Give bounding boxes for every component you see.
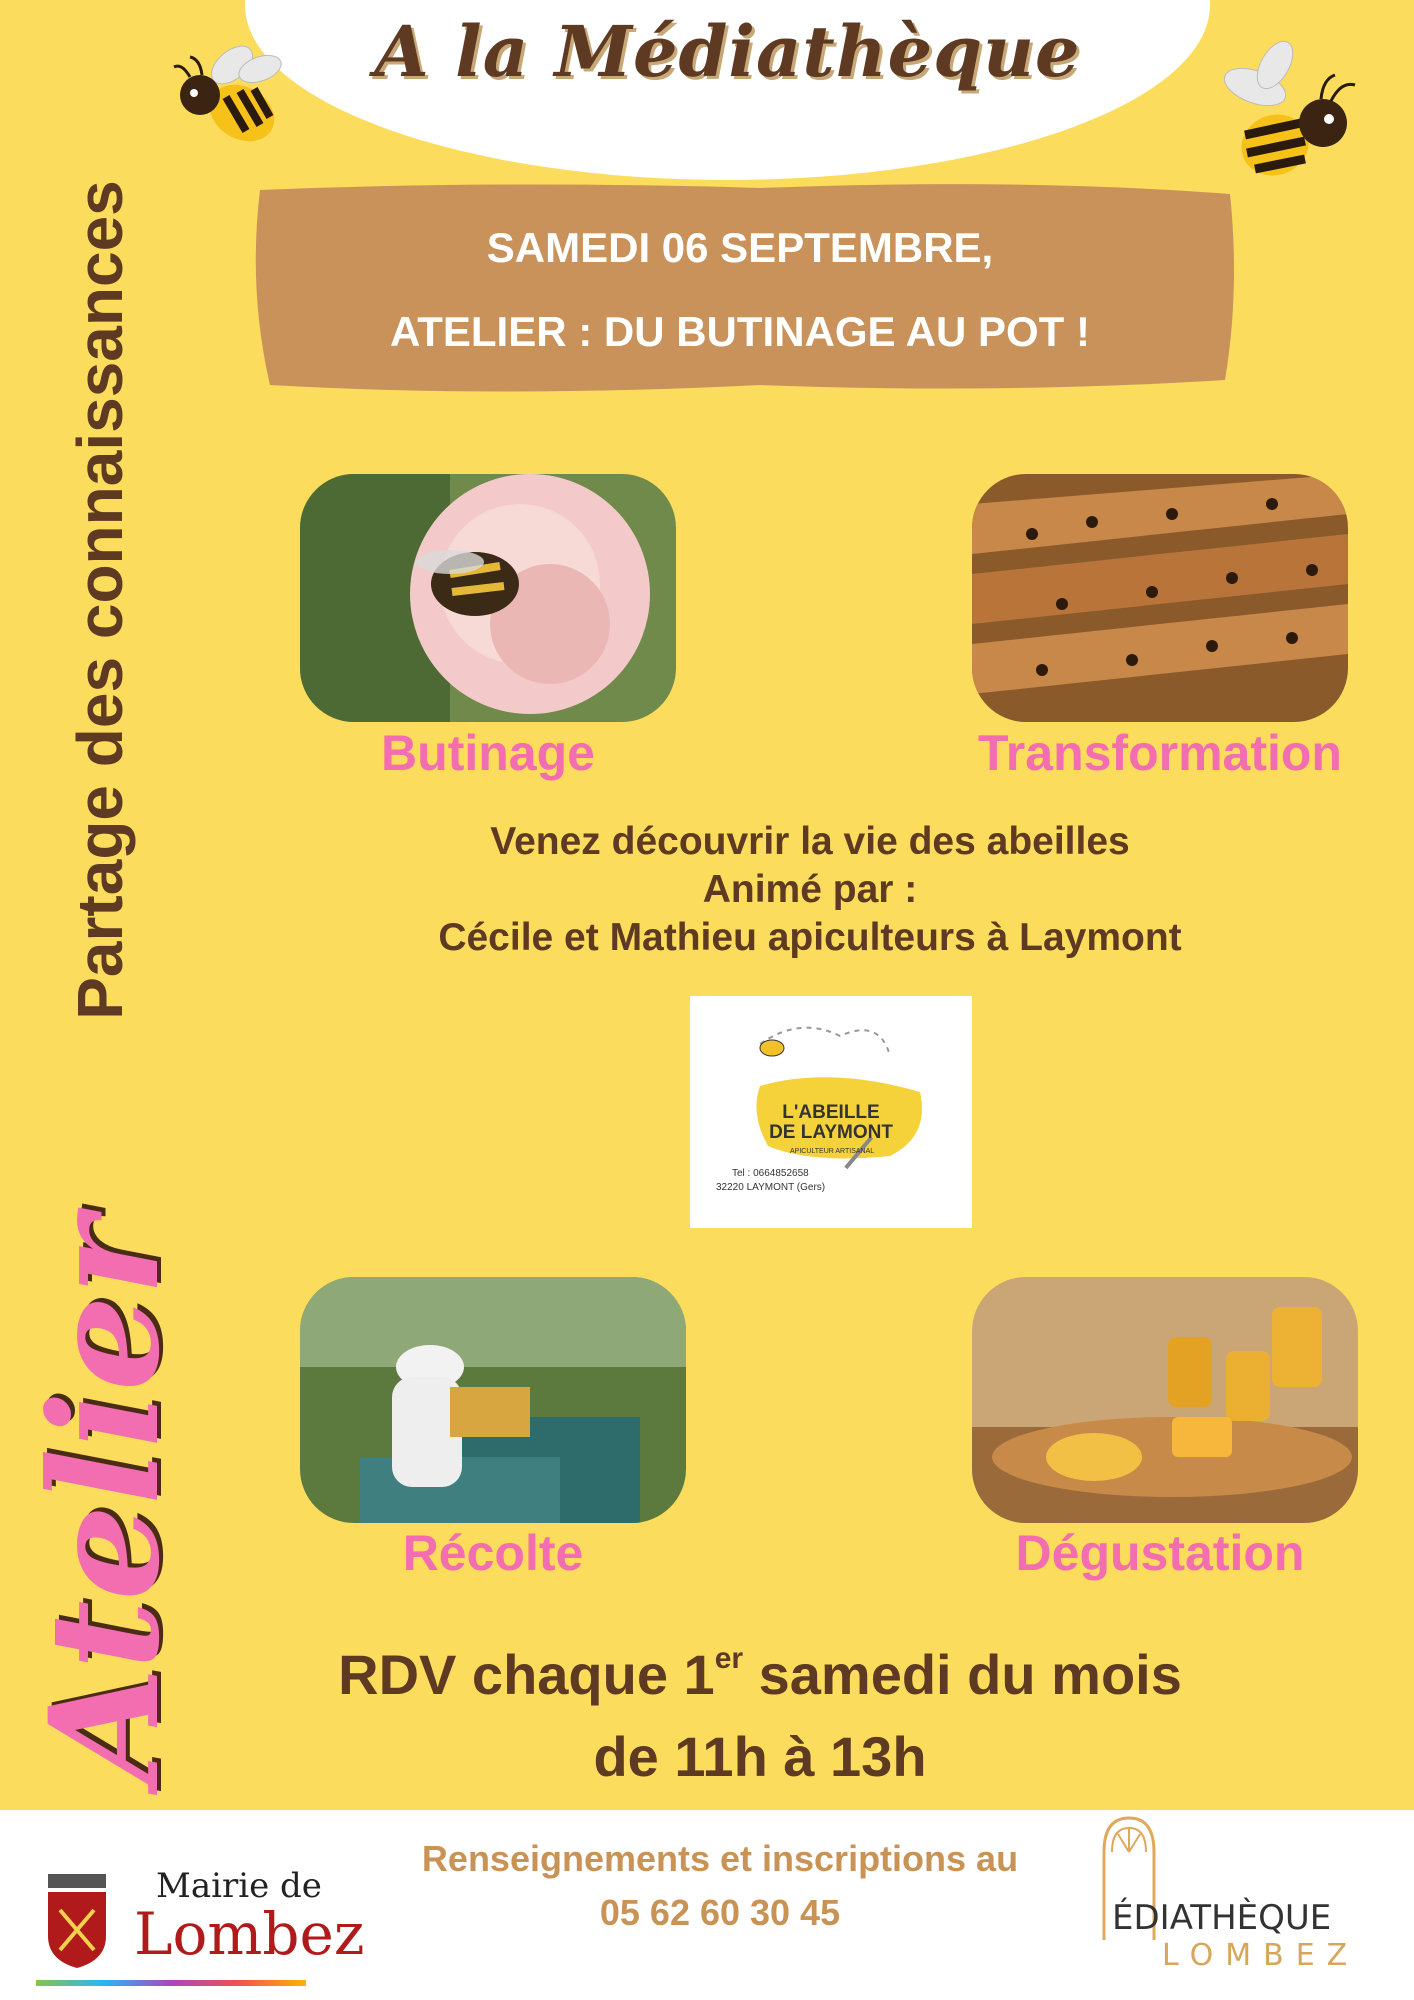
mairie-city: Lombez bbox=[134, 1900, 365, 1968]
partner-address: 32220 LAYMONT (Gers) bbox=[716, 1182, 826, 1193]
mairie-color-bar bbox=[36, 1980, 306, 1986]
partner-tagline: APICULTEUR ARTISANAL bbox=[790, 1148, 875, 1155]
caption-transformation: Transformation bbox=[978, 725, 1342, 781]
page-title: A la Médiathèque bbox=[374, 10, 1081, 93]
lombez-crest-icon bbox=[44, 1870, 110, 1970]
info-phone: 05 62 60 30 45 bbox=[599, 1892, 841, 1933]
caption-butinage: Butinage bbox=[381, 725, 595, 781]
mediatheque-city: LOMBEZ bbox=[1162, 1938, 1360, 1973]
partner-name-1: L'ABEILLE bbox=[782, 1102, 880, 1123]
schedule-line-1-start: RDV chaque 1 bbox=[338, 1643, 715, 1706]
photo-degustation bbox=[972, 1277, 1358, 1523]
bee-icon-right bbox=[1205, 35, 1375, 195]
description-line-1: Venez découvrir la vie des abeilles bbox=[490, 820, 1130, 863]
photo-recolte bbox=[300, 1277, 686, 1523]
schedule-ordinal: er bbox=[714, 1642, 744, 1675]
atelier-script-word: Atelier bbox=[17, 1216, 193, 1784]
photo-butinage bbox=[300, 474, 676, 722]
description-line-2: Animé par : bbox=[702, 868, 918, 911]
vertical-caption: Partage des connaissances bbox=[64, 180, 136, 1020]
schedule-line-2: de 11h à 13h bbox=[593, 1725, 927, 1788]
schedule-line-1 bbox=[240, 1642, 1280, 1707]
caption-recolte: Récolte bbox=[402, 1525, 584, 1581]
bee-icon-left bbox=[160, 35, 300, 155]
schedule-line-1-end: samedi du mois bbox=[743, 1643, 1182, 1706]
photo-transformation bbox=[972, 474, 1348, 722]
partner-phone: Tel : 0664852658 bbox=[732, 1168, 809, 1179]
info-line-1: Renseignements et inscriptions au bbox=[421, 1838, 1019, 1879]
partner-name-2: DE LAYMONT bbox=[769, 1122, 893, 1143]
event-banner bbox=[240, 180, 1240, 400]
description-line-3: Cécile et Mathieu apiculteurs à Laymont bbox=[438, 916, 1182, 959]
caption-degustation: Dégustation bbox=[1015, 1525, 1305, 1581]
partner-logo bbox=[690, 996, 972, 1228]
mairie-label: Mairie de bbox=[156, 1866, 322, 1906]
mediatheque-word: ÉDIATHÈQUE bbox=[1112, 1898, 1332, 1938]
banner-workshop-title: ATELIER : DU BUTINAGE AU POT ! bbox=[390, 308, 1090, 355]
banner-date: SAMEDI 06 SEPTEMBRE, bbox=[486, 224, 994, 271]
